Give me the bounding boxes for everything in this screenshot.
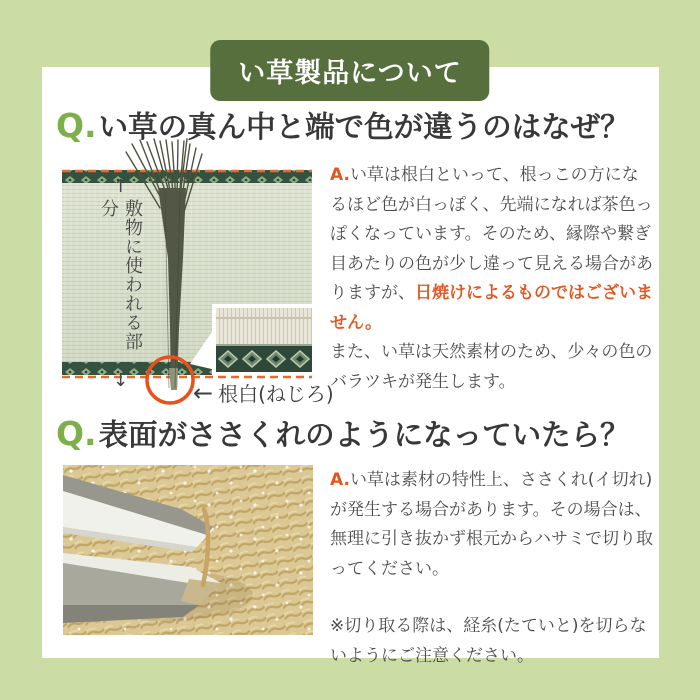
q1-q-label: Q. xyxy=(56,106,97,145)
q2-answer xyxy=(330,466,654,671)
q1-answer-text-2: また、い草は天然素材のため、少々の色のバラツキが発生します。 xyxy=(330,342,653,392)
q2-answer-note xyxy=(330,612,654,671)
scissors-cutting-illustration xyxy=(63,465,313,635)
q1-answer xyxy=(330,161,654,397)
usable-part-annotation xyxy=(96,176,144,391)
q1-answer-text-1: い草は根白といって、根っこの方になるほど色が白っぽく、先端になれば茶色っぽくなっています。そのため、縁際や繋ぎ目あたりの色が少し違って見える場合がありますが、 xyxy=(330,165,653,303)
q2-q-label: Q. xyxy=(56,414,97,453)
q1-title xyxy=(56,104,630,146)
q2-title xyxy=(56,412,630,454)
q2-answer-text-1: い草は素材の特性上、ささくれ(イ切れ)が発生する場合があります。その場合は、無理に引き抜かず根元からハサミで切り取ってください。 xyxy=(330,470,653,579)
q1-title-text: い草の真ん中と端で色が違うのはなぜ？ xyxy=(98,110,630,144)
q1-a-label: A. xyxy=(330,165,350,185)
q2-note-text: ※切り取る際は、経糸(たていと)を切らないようにご注意ください。 xyxy=(330,616,647,666)
q1-answer-paragraph-1 xyxy=(330,161,654,338)
q1-rush-photo-figure xyxy=(62,138,334,412)
usable-part-label: 敷物に使われる部分 xyxy=(98,199,143,351)
down-arrow-icon: ↓ xyxy=(110,370,131,391)
q2-title-text: 表面がささくれのようになっていたら？ xyxy=(98,418,630,452)
up-arrow-icon: ↑ xyxy=(110,176,131,197)
section-header-badge: い草製品について xyxy=(210,40,489,101)
q2-a-label: A. xyxy=(330,470,350,490)
nejiro-callout xyxy=(193,378,334,407)
left-arrow-icon: ← xyxy=(193,378,214,407)
q2-scissors-photo-figure xyxy=(63,465,313,635)
nejiro-callout-label: 根白(ねじろ) xyxy=(218,382,334,406)
white-root-tip xyxy=(169,368,178,390)
q1-answer-paragraph-2 xyxy=(330,338,654,397)
q2-answer-paragraph-1 xyxy=(330,466,654,584)
q1-answer-highlight: 日焼けによるものではございません。 xyxy=(330,283,653,333)
